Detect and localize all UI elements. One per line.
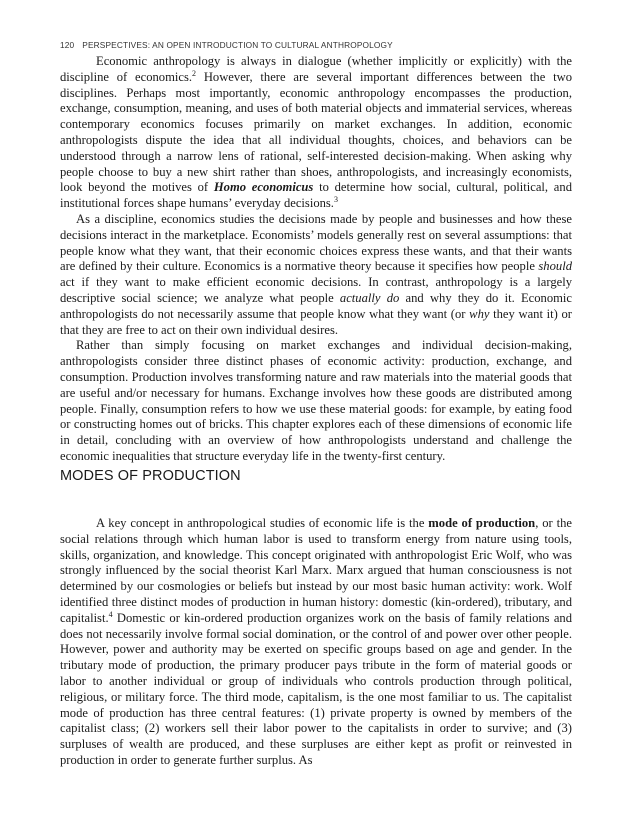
text-run: Economic anthropology is always in dialogue (whether implicitly or explicitly) with the discipline of economics. bbox=[60, 54, 572, 84]
footnote-ref: 3 bbox=[333, 194, 338, 204]
running-title: PERSPECTIVES: AN OPEN INTRODUCTION TO CULTURAL ANTHROPOLOGY bbox=[82, 40, 393, 50]
key-term: Homo economicus bbox=[213, 180, 314, 195]
text-run: and why they do it. Economic anthropologists do not necessarily assume that people know what they want (or bbox=[60, 290, 572, 321]
footnote-ref: 4 bbox=[108, 609, 113, 619]
key-term: mode of production bbox=[428, 516, 536, 530]
page-number: 120 bbox=[60, 40, 75, 50]
text-run: they want it) or that they are free to act on their own individual desires. bbox=[60, 306, 572, 337]
footnote-ref: 2 bbox=[192, 68, 197, 78]
intro-text-block bbox=[60, 54, 572, 465]
paragraph bbox=[60, 516, 572, 769]
emphasis: should bbox=[538, 259, 572, 274]
paragraph bbox=[60, 212, 572, 338]
paragraph: Rather than simply focusing on market exchanges and individual decision-making, anthropologists consider three distinct phases of economic activity: production, exchange, and consumption. Production involves transforming nature and raw materials into the material goods that are useful and/or necessary for humans. Exchange involves how these goods are distributed among people. Finally, consumption refers to how we use these material goods: for example, by eating food or constructing homes out of bricks. This chapter explores each of these dimensions of economic life in detail, concluding with an overview of how anthropologists understand and challenge the economic inequalities that structure everyday life in the twenty-first century. bbox=[60, 338, 572, 463]
text-run: act if they want to make efficient economic decisions. In contrast, anthropology is a largely descriptive social science; we analyze what people bbox=[60, 275, 572, 305]
section-text-block bbox=[60, 516, 572, 769]
text-run: As a discipline, economics studies the decisions made by people and businesses and how these decisions interact in the marketplace. Economists’ models generally rest on several assumptions: that people know what they want, that their economic choices express these wants, and that their wants are defined by their culture. Economics is a normative theory because it specifies how people bbox=[60, 211, 572, 274]
text-run: Domestic or kin-ordered production organizes work on the basis of family relations and does not necessarily involve formal social domination, or the control of and power over other people. However, power and authority may be exerted on specific groups based on age and gender. In the tributary mode of production, the primary producer pays tribute in the form of material goods or labor to another individual or group of individuals who controls production through political, religious, or military force. The third mode, capitalism, is the one most familiar to us. The capitalist mode of production has three central features: (1) private property is owned by members of the capitalist class; (2) workers sell their labor power to the capitalists in order to survive; and (3) surpluses of wealth are produced, and these surpluses are either kept as profit or reinvested in production in order to generate further surplus. As bbox=[60, 610, 572, 767]
running-header bbox=[60, 40, 393, 50]
section-heading: MODES OF PRODUCTION bbox=[60, 468, 241, 484]
text-run: , or the social relations through which human labor is used to transform energy from nature using tools, skills, organization, and knowledge. This concept originated with anthropologist Eric Wolf, who was strongly influenced by the social theorist Karl Marx. Marx argued that human consciousness is not determined by our cosmologies or beliefs but instead by our most basic human activity: work. Wolf identified three distinct modes of production in human history: domestic (kin-ordered), tributary, and capitalist. bbox=[60, 516, 572, 625]
emphasis: actually do bbox=[339, 290, 400, 305]
text-run: A key concept in anthropological studies of economic life is the bbox=[96, 516, 429, 530]
emphasis: why bbox=[469, 306, 490, 321]
text-run: However, there are several important differences between the two disciplines. Perhaps most importantly, economic anthropology encompasses the production, exchange, consumption, meaning, and uses of both material objects and immaterial services, whereas contemporary economics focuses primarily on market exchanges. In addition, economic anthropologists dispute the idea that all individual thoughts, choices, and behaviors can be understood through a narrow lens of rational, self-interested decision-making. When asking why people choose to buy a new shirt rather than shoes, anthropologists, and increasingly economists, look beyond the motives of bbox=[60, 69, 572, 195]
paragraph bbox=[60, 54, 572, 212]
text-run: to determine how social, cultural, political, and institutional forces shape humans’ everyday decisions. bbox=[60, 180, 572, 211]
